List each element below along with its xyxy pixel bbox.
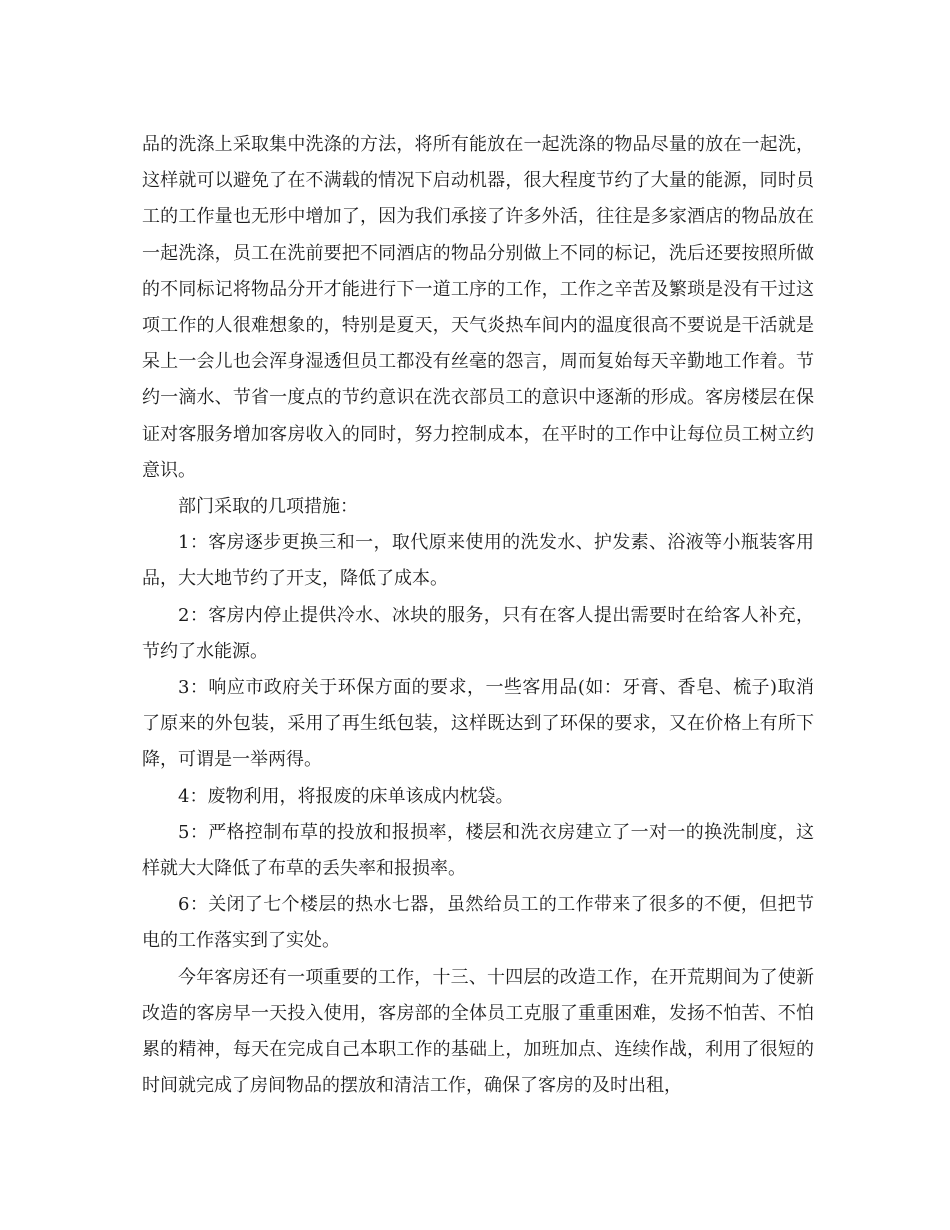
paragraph-measure-5: 5：严格控制布草的投放和报损率，楼层和洗衣房建立了一对一的换洗制度，这样就大大降低了布草的丢失率和报损率。 [142, 821, 814, 880]
paragraph-measure-2: 2：客房内停止提供冷水、冰块的服务，只有在客人提出需要时在给客人补充，节约了水能源。 [142, 604, 814, 662]
paragraph-renovation: 今年客房还有一项重要的工作，十三、十四层的改造工作，在开荒期间为了使新改造的客房早一天投入使用，客房部的全体员工克服了重重困难，发扬不怕苦、不怕累的精神，每天在完成自己本职工作的基础上，加班加点、连续作战，利用了很短的时间就完成了房间物品的摆放和清洁工作，确保了客房的及时出租， [142, 966, 814, 1097]
paragraph-measure-6: 6：关闭了七个楼层的热水七器，虽然给员工的工作带来了很多的不便，但把节电的工作落实到了实处。 [142, 894, 814, 952]
paragraph-measure-4: 4：废物利用，将报废的床单该成内枕袋。 [178, 785, 514, 807]
paragraph-measures-heading: 部门采取的几项措施： [178, 496, 358, 518]
paragraph-measure-3: 3：响应市政府关于环保方面的要求，一些客用品(如：牙膏、香皂、梳子)取消了原来的外包装，采用了再生纸包装，这样既达到了环保的要求，又在价格上有所下降，可谓是一举两得。 [142, 677, 814, 771]
paragraph-laundry-continuation: 品的洗涤上采取集中洗涤的方法，将所有能放在一起洗涤的物品尽量的放在一起洗，这样就可以避免了在不满载的情况下启动机器，很大程度节约了大量的能源，同时员工的工作量也无形中增加了，因为我们承接了许多外活，往往是多家酒店的物品放在一起洗涤，员工在洗前要把不同酒店的物品分别做上不同的标记，洗后还要按照所做的不同标记将物品分开才能进行下一道工序的工作，工作之辛苦及繁琐是没有干过这项工作的人很难想象的，特别是夏天，天气炎热车间内的温度很高不要说是干活就是呆上一会儿也会浑身湿透但员工都没有丝毫的怨言，周而复始每天辛勤地工作着。节约一滴水、节省一度点的节约意识在洗衣部员工的意识中逐渐的形成。客房楼层在保证对客服务增加客房收入的同时，努力控制成本，在平时的工作中让每位员工树立约意识。 [142, 134, 814, 481]
paragraph-measure-1: 1：客房逐步更换三和一，取代原来使用的洗发水、护发素、浴液等小瓶装客用品，大大地节约了开支，降低了成本。 [142, 532, 814, 590]
document-body [142, 127, 814, 1104]
